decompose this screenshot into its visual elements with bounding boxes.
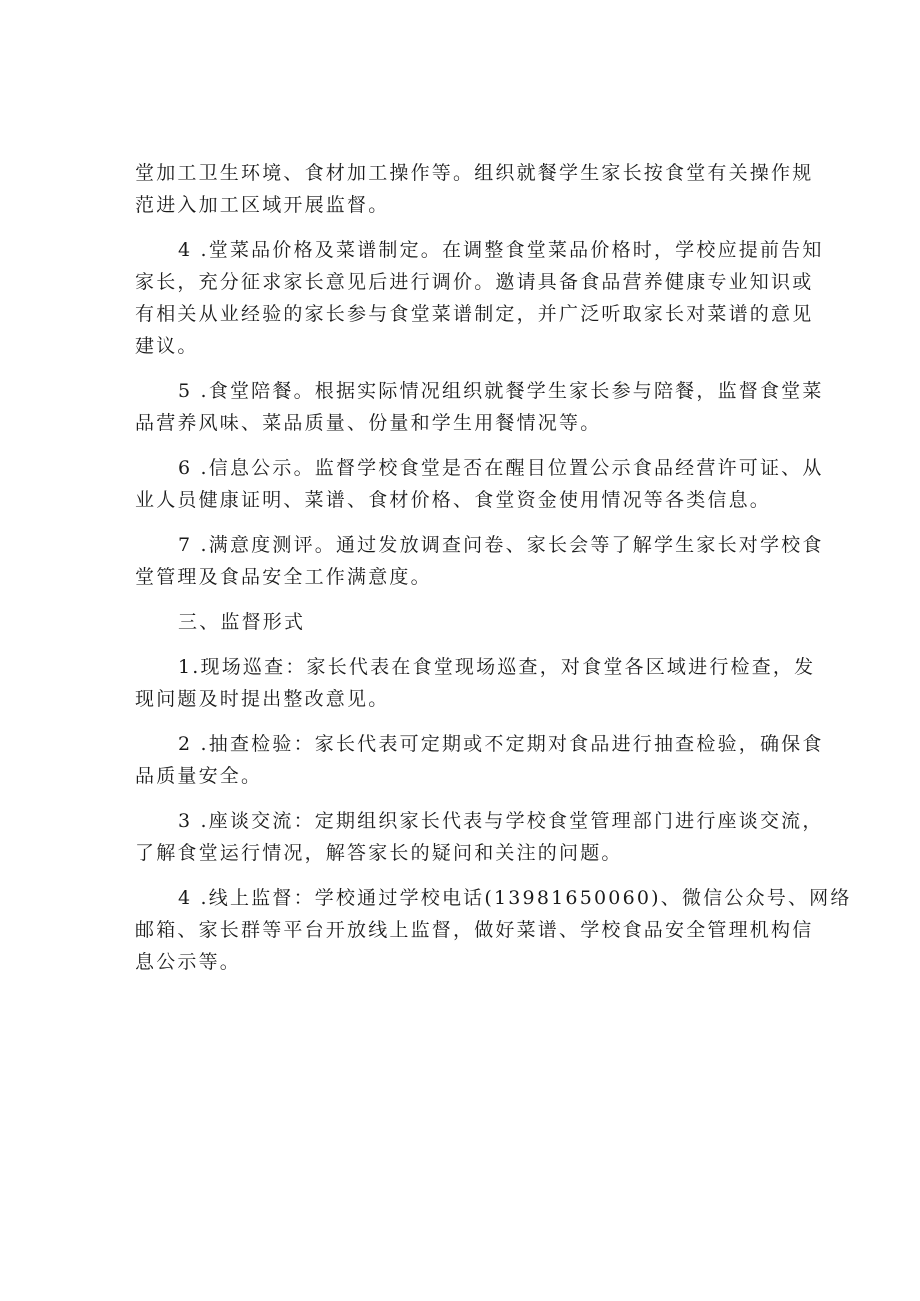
text-line: 业人员健康证明、菜谱、食材价格、食堂资金使用情况等各类信息。 [135, 489, 772, 511]
heading-text: 三、监督形式 [178, 611, 306, 633]
text-line: 2 .抽查检验：家长代表可定期或不定期对食品进行抽查检验，确保食 [178, 733, 824, 755]
text-line: 3 .座谈交流：定期组织家长代表与学校食堂管理部门进行座谈交流， [178, 810, 824, 832]
text-line: 建议。 [135, 335, 199, 357]
text-line: 品质量安全。 [135, 765, 263, 787]
text-line: 1.现场巡查：家长代表在食堂现场巡查，对食堂各区域进行检查，发 [178, 656, 816, 678]
text-line: 现问题及时提出整改意见。 [135, 688, 390, 710]
text-line: 范进入加工区域开展监督。 [135, 194, 390, 216]
text-line: 4 .线上监督：学校通过学校电话(13981650060)、微信公众号、网络 [178, 887, 852, 909]
paragraph-item-5-accompany-meals [135, 375, 824, 439]
text-line: 7 .满意度测评。通过发放调查问卷、家长会等了解学生家长对学校食 [178, 534, 824, 556]
paragraph-item-6-info-disclosure [135, 452, 824, 516]
text-line: 了解食堂运行情况，解答家长的疑问和关注的问题。 [135, 842, 623, 864]
text-line: 堂管理及食品安全工作满意度。 [135, 566, 432, 588]
paragraph-item-4-menu-pricing [135, 234, 824, 362]
paragraph-form-2-spot-check [135, 728, 824, 792]
text-line: 品营养风味、菜品质量、份量和学生用餐情况等。 [135, 412, 602, 434]
paragraph-form-4-online-supervision [135, 882, 852, 978]
text-line: 息公示等。 [135, 951, 242, 973]
paragraph-form-1-onsite-inspection [135, 651, 816, 715]
paragraph-form-3-symposium [135, 805, 824, 869]
paragraph-item-7-satisfaction [135, 529, 824, 593]
text-line: 6 .信息公示。监督学校食堂是否在醒目位置公示食品经营许可证、从 [178, 457, 824, 479]
paragraph-kitchen-supervision [135, 157, 814, 221]
section-heading-supervision-forms [135, 606, 795, 638]
text-line: 5 .食堂陪餐。根据实际情况组织就餐学生家长参与陪餐，监督食堂菜 [178, 380, 824, 402]
text-line: 有相关从业经验的家长参与食堂菜谱制定，并广泛听取家长对菜谱的意见 [135, 303, 814, 325]
text-line: 邮箱、家长群等平台开放线上监督，做好菜谱、学校食品安全管理机构信 [135, 919, 814, 941]
text-line: 堂加工卫生环境、食材加工操作等。组织就餐学生家长按食堂有关操作规 [135, 162, 814, 184]
document-body [135, 157, 852, 978]
text-line: 家长，充分征求家长意见后进行调价。邀请具备食品营养健康专业知识或 [135, 271, 814, 293]
text-line: 4 .堂菜品价格及菜谱制定。在调整食堂菜品价格时，学校应提前告知 [178, 239, 824, 261]
